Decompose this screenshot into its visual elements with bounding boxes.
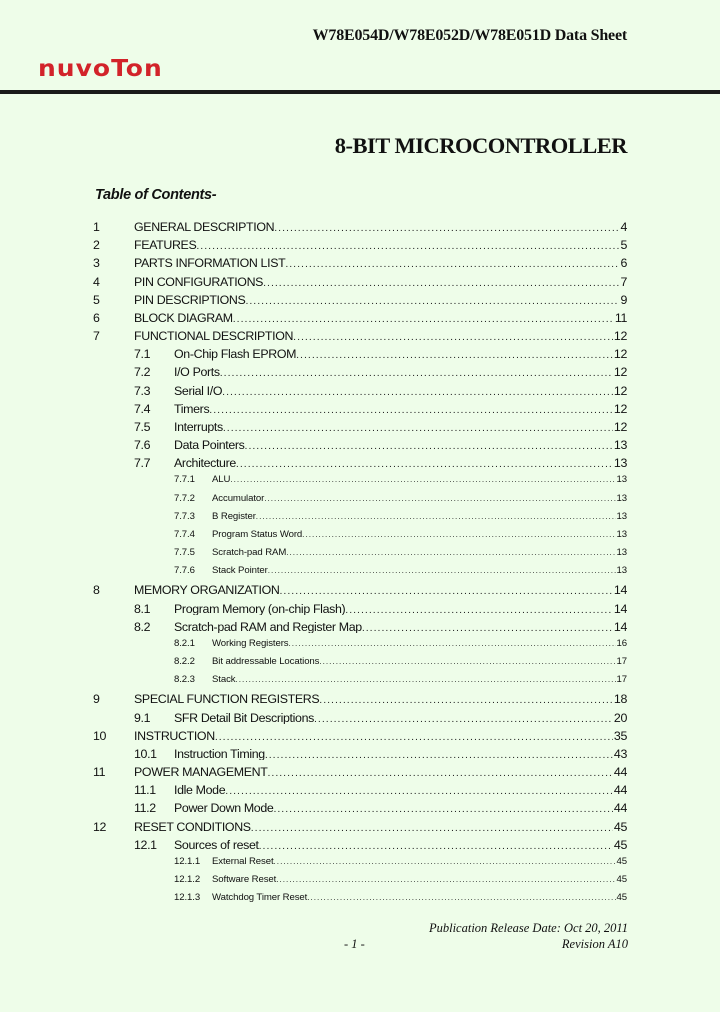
toc-entry-page: 13 — [613, 439, 627, 452]
toc-entry-number: 7.7.5 — [174, 547, 195, 559]
dot-leader — [280, 586, 613, 597]
toc-entry-number: 8.2 — [134, 619, 151, 634]
toc-entry-label: INSTRUCTION — [134, 729, 215, 743]
toc-entry-page: 45 — [616, 893, 627, 903]
toc-entry-label: Timers — [174, 402, 210, 416]
toc-entry-label: POWER MANAGEMENT — [134, 766, 268, 779]
dot-leader — [225, 786, 613, 797]
toc-entry-label: B Register — [212, 511, 256, 522]
page-number: - 1 - — [344, 937, 365, 951]
dot-leader — [245, 441, 613, 452]
release-date: Publication Release Date: Oct 20, 2011 — [428, 921, 628, 935]
toc-entry-page: 13 — [616, 548, 627, 558]
dot-leader — [236, 459, 613, 470]
toc-entry-label: Architecture — [174, 457, 236, 470]
toc-entry-number: 5 — [93, 292, 100, 307]
toc-entry-number: 9.1 — [134, 710, 151, 725]
toc-entry-label: SPECIAL FUNCTION REGISTERS — [134, 693, 320, 706]
revision: Revision A10 — [561, 937, 628, 951]
toc-entry-label: I/O Ports — [174, 366, 220, 379]
toc-entry-page: 14 — [613, 584, 627, 597]
dot-leader — [233, 314, 614, 325]
toc-entry-number: 1 — [93, 220, 100, 234]
toc-entry-label: Data Pointers — [174, 439, 245, 452]
toc-entry-number: 10 — [93, 728, 107, 743]
toc-entry-number: 8.2.3 — [174, 674, 195, 686]
dot-leader — [293, 332, 613, 343]
toc-entry-number: 7.6 — [134, 438, 151, 453]
toc-entry-page: 14 — [613, 602, 627, 616]
dot-leader — [268, 567, 616, 575]
toc-entry-page: 13 — [616, 493, 627, 504]
toc-entry-page: 12 — [613, 366, 627, 379]
toc-entry-page: 9 — [620, 293, 627, 307]
toc-entry-label: RESET CONDITIONS — [134, 820, 251, 834]
toc-entry-page: 43 — [613, 747, 627, 761]
dot-leader — [222, 387, 613, 398]
toc-entry-page: 45 — [616, 856, 627, 867]
dot-leader — [236, 676, 616, 684]
dot-leader — [289, 640, 616, 648]
dot-leader — [273, 804, 612, 815]
toc-entry-label: External Reset — [212, 856, 274, 867]
toc-entry-label: Stack — [212, 675, 236, 685]
toc-entry-number: 12.1.2 — [174, 874, 201, 886]
toc-entry-page: 6 — [620, 257, 627, 270]
toc-entry-page: 17 — [616, 657, 627, 667]
toc-entry-label: Instruction Timing — [174, 747, 265, 761]
toc-entry-label: Scratch-pad RAM — [212, 548, 287, 558]
toc-entry-label: Serial I/O — [174, 384, 223, 398]
toc-entry-number: 7.7.2 — [174, 492, 195, 504]
dot-leader — [319, 695, 613, 706]
nuvoton-logo: nuvoTon — [38, 55, 163, 82]
page-title: 8-BIT MICROCONTROLLER — [334, 133, 627, 158]
dot-leader — [319, 658, 615, 666]
dot-leader — [274, 223, 619, 234]
toc-entry-number: 12.1.1 — [174, 855, 201, 867]
toc-entry-label: ALU — [212, 475, 231, 485]
dot-leader — [274, 858, 616, 866]
toc-entry-number: 7.7.4 — [174, 528, 195, 540]
toc-entry-label: Idle Mode — [174, 784, 226, 797]
dot-leader — [223, 423, 613, 434]
toc-entry-label: Program Memory (on-chip Flash) — [174, 602, 346, 616]
toc-entry-number: 3 — [93, 256, 100, 271]
dot-leader — [256, 513, 616, 521]
toc-entry-number: 7.7.1 — [174, 474, 195, 486]
toc-entry-page: 13 — [616, 511, 627, 522]
toc-entry-label: PIN DESCRIPTIONS — [134, 293, 246, 307]
toc-entry-page: 4 — [620, 221, 627, 234]
toc-entry-label: Scratch-pad RAM and Register Map — [174, 620, 362, 634]
toc-entry-number: 7.3 — [134, 383, 151, 398]
toc-entry-page: 11 — [614, 311, 627, 325]
toc-entry-number: 8.2.1 — [174, 637, 195, 649]
toc-entry-number: 12.1 — [134, 837, 157, 852]
toc-heading: Table of Contents- — [95, 187, 217, 203]
toc-entry-label: Working Registers — [212, 638, 289, 649]
toc-entry-label: Sources of reset — [174, 838, 259, 852]
toc-entry-number: 12 — [93, 819, 107, 834]
toc-entry-label: MEMORY ORGANIZATION — [134, 584, 280, 597]
dot-leader — [267, 768, 612, 779]
toc-entry-page: 18 — [613, 693, 627, 706]
toc-entry-number: 11.1 — [134, 783, 156, 798]
toc-entry-number: 4 — [93, 274, 100, 289]
toc-entry-number: 7.7 — [134, 456, 151, 471]
toc-entry-label: Bit addressable Locations — [212, 657, 320, 667]
dot-leader — [285, 259, 619, 270]
toc-entry-number: 7.4 — [134, 401, 151, 416]
document-title: W78E054D/W78E052D/W78E051D Data Sheet — [312, 27, 627, 44]
toc-entry-number: 7.7.6 — [174, 565, 195, 577]
toc-entry-label: Software Reset — [212, 875, 277, 885]
toc-entry-label: FEATURES — [134, 239, 197, 252]
toc-entry-label: On-Chip Flash EPROM — [174, 348, 297, 361]
toc-entry-number: 10.1 — [134, 746, 157, 761]
toc-entry-number: 2 — [93, 238, 100, 253]
toc-entry-number: 7.7.3 — [174, 510, 195, 522]
toc-entry-label: FUNCTIONAL DESCRIPTION — [134, 330, 294, 343]
toc-entry-label: PIN CONFIGURATIONS — [134, 275, 264, 289]
dot-leader — [314, 714, 613, 725]
toc-entry-page: 35 — [613, 729, 627, 743]
toc-entry-page: 44 — [613, 784, 627, 797]
dot-leader — [215, 732, 613, 743]
toc-entry-page: 13 — [613, 457, 627, 470]
dot-leader — [362, 623, 613, 634]
toc-entry-page: 13 — [616, 566, 627, 576]
toc-entry-page: 45 — [616, 875, 627, 885]
toc-entry-page: 7 — [620, 275, 627, 289]
dot-leader — [209, 405, 613, 416]
toc-entry-page: 12 — [613, 420, 627, 434]
dot-leader — [265, 750, 613, 761]
toc-entry-label: Stack Pointer — [212, 566, 268, 576]
dot-leader — [230, 476, 615, 484]
dot-leader — [307, 894, 615, 902]
toc-entry-number: 11 — [93, 765, 106, 780]
toc-entry-label: SFR Detail Bit Descriptions — [174, 711, 314, 725]
toc-entry-label: Power Down Mode — [174, 802, 274, 815]
dot-leader — [196, 241, 619, 252]
toc-entry-number: 8 — [93, 583, 100, 598]
toc-entry-number: 8.1 — [134, 601, 151, 616]
toc-entry-label: Watchdog Timer Reset — [212, 893, 308, 903]
toc-entry-number: 7.5 — [134, 419, 151, 434]
toc-entry-page: 12 — [613, 330, 627, 343]
toc-entry-page: 20 — [613, 711, 627, 725]
toc-entry-page: 13 — [616, 529, 627, 540]
toc-entry-number: 7 — [93, 329, 100, 344]
toc-entry-label: PARTS INFORMATION LIST — [134, 257, 286, 270]
dot-leader — [220, 368, 613, 379]
toc-entry-page: 5 — [620, 239, 627, 252]
toc-entry-page: 44 — [613, 766, 627, 779]
dot-leader — [302, 531, 615, 539]
toc-entry-number: 7.2 — [134, 365, 151, 380]
dot-leader — [251, 823, 613, 834]
toc-entry-page: 45 — [613, 838, 627, 852]
toc-entry-page: 14 — [613, 620, 627, 634]
toc-entry-page: 17 — [616, 675, 627, 685]
toc-entry-page: 12 — [613, 348, 627, 361]
toc-entry-number: 7.1 — [134, 347, 151, 362]
toc-entry-page: 12 — [613, 402, 627, 416]
dot-leader — [245, 296, 619, 307]
dot-leader — [259, 841, 613, 852]
toc-entry-number: 8.2.2 — [174, 656, 195, 668]
dot-leader — [296, 350, 613, 361]
toc-entry-label: Accumulator — [212, 493, 265, 504]
toc-entry-label: Program Status Word — [212, 529, 303, 540]
dot-leader — [286, 549, 615, 557]
toc-entry-page: 45 — [613, 820, 627, 834]
toc-entry-number: 11.2 — [134, 801, 156, 816]
dot-leader — [264, 495, 615, 503]
dot-leader — [276, 876, 615, 884]
toc-entry-page: 16 — [616, 638, 627, 649]
dot-leader — [263, 278, 619, 289]
toc-entry-label: GENERAL DESCRIPTION — [134, 221, 275, 234]
toc-entry-number: 9 — [93, 692, 100, 707]
toc-entry-page: 13 — [616, 475, 627, 485]
toc-entry-page: 44 — [613, 802, 627, 815]
toc-entry-number: 12.1.3 — [174, 892, 201, 904]
toc-entry-number: 6 — [93, 310, 100, 325]
toc-entry-label: BLOCK DIAGRAM — [134, 311, 233, 325]
toc-entry-label: Interrupts — [174, 420, 223, 434]
toc-entry-page: 12 — [613, 384, 627, 398]
dot-leader — [345, 605, 613, 616]
